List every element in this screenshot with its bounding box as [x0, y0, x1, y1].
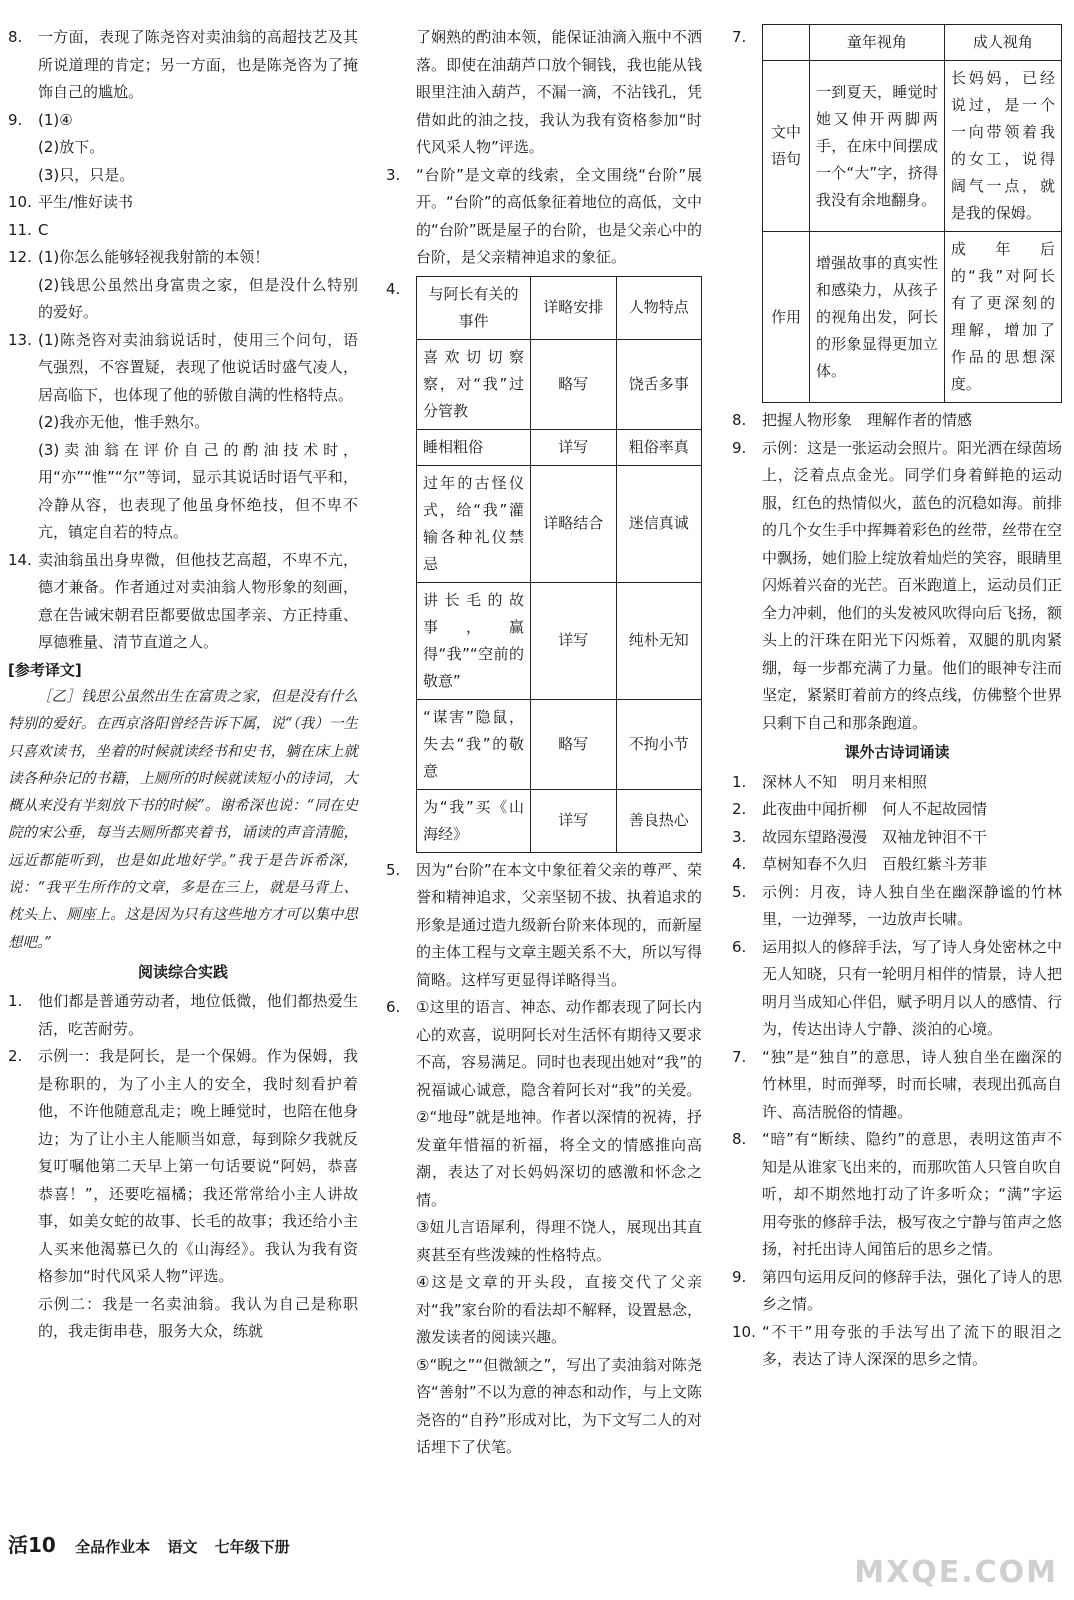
answer-line: ①这里的语言、神态、动作都表现了阿长内心的欢喜，说明阿长对生活怀有期待又要求不高，容易满足。同时也表现出她对“我”的祝福诚心诚意，隐含着阿长对“我”的关爱。 — [416, 998, 702, 1099]
answer-line: (3)卖油翁在评价自己的酌油技术时，用“亦”“惟”“尔”等词，显示其说话时语气平和，冷静从容，也表现了他虽身怀绝技，但不卑不亢，镇定自若的特点。 — [38, 440, 358, 541]
table-row — [417, 789, 702, 852]
answer-9: 9. (1)④ (2)放下。 (3)只，只是。 — [8, 107, 358, 190]
table-header-row — [763, 25, 1062, 61]
answer-line: (2)我亦无他，惟手熟尔。 — [38, 413, 210, 431]
table-cell: 长妈妈，已经说过，是一个一向带领着我的女工，说得阔气一点，就是我的保姆。 — [944, 61, 1061, 232]
page-badge: 活10 — [8, 1533, 56, 1557]
answer-5: 5. 因为“台阶”在本文中象征着父亲的尊严、荣誉和精神追求，父亲坚韧不拔、执着追求的形象是通过造九级新台阶来体现的，而新屋的主体工程与文章主题关系不大，所以写得简略。这样写更显得详略得当。 — [386, 857, 702, 995]
poetry-answer-7: 7. “独”是“独自”的意思，诗人独自坐在幽深的竹林里，时而弹琴，时而长啸，表现出孤高自许、高洁脱俗的情趣。 — [732, 1044, 1062, 1127]
table-header: 与阿长有关的事件 — [417, 276, 531, 339]
table-cell: “谋害”隐鼠，失去“我”的敬意 — [417, 699, 531, 789]
table-cell: 讲长毛的故事，赢得“我”“空前的敬意” — [417, 582, 531, 699]
answer-13: 13. (1)陈尧咨对卖油翁说话时，使用三个问句，语气强烈，不容置疑，表现了他说话时盛气凌人，居高临下，也体现了他的骄傲自满的性格特点。 (2)我亦无他，惟手熟尔。 (3)卖油翁在评价自己的酌油技术时，用“亦”“惟”“尔”等词，显示其说话时语气平和，冷静从容，也表现了他虽身怀绝技，但不卑不亢，镇定自若的特点。 — [8, 327, 358, 547]
answer-text: “台阶”是文章的线索，全文围绕“台阶”展开。“台阶”的高低象征着地位的高低，文中的“台阶”既是屋子的台阶，也是父亲心中的台阶，是父亲精神追求的象征。 — [416, 165, 702, 266]
table-row — [417, 429, 702, 465]
reading-answer-1: 1. 他们都是普通劳动者，地位低微，他们都热爱生活，吃苦耐劳。 — [8, 988, 358, 1043]
answer-4: 4. 与阿长有关的事件 详略安排 人物特点 喜欢切切察察，对“我”过分管教 略写 饶舌多事 睡相粗俗 详写 粗俗率真 过年的古怪仪式，给“我”灌输各种礼仪禁忌 详略结合 迷信真诚 讲长毛的故事，赢得“我”“空前的敬意” 详写 纯朴无知 “谋害”隐鼠，失去“我”的敬意 略写 不拘小节 为“我”买《山海经》 详写 善良热心 — [386, 276, 702, 853]
column-right — [732, 24, 1062, 1374]
table-row — [417, 582, 702, 699]
table-cell: 迷信真诚 — [616, 465, 702, 582]
events-table — [416, 276, 702, 853]
poetry-answer-2: 2. 此夜曲中闻折柳 何人不起故园情 — [732, 796, 1062, 824]
table-header: 人物特点 — [616, 276, 702, 339]
table-cell: 喜欢切切察察，对“我”过分管教 — [417, 339, 531, 429]
answer-line: ④这是文章的开头段，直接交代了父亲对“我”家台阶的看法却不解释，设置悬念，激发读者的阅读兴趣。 — [416, 1273, 702, 1346]
answer-text: “独”是“独自”的意思，诗人独自坐在幽深的竹林里，时而弹琴，时而长啸，表现出孤高自许、高洁脱俗的情趣。 — [762, 1047, 1063, 1121]
page-footer — [8, 1532, 428, 1562]
continued-text: 了娴熟的酌油本领，能保证油滴入瓶中不洒落。即使在油葫芦口放个铜钱，我也能从钱眼里注油入葫芦，不漏一滴，不沾钱孔，凭借如此的油之技，我认为我有资格参加“时代风采人物”评选。 — [416, 28, 702, 156]
table-header: 详略安排 — [531, 276, 617, 339]
answer-7: 7. 童年视角 成人视角 文中语句 一到夏天，睡觉时她又伸开两脚两手，在床中间摆成一个“大”字，挤得我没有余地翻身。 长妈妈，已经说过，是一个一向带领着我的女工，说得阔气一点，就是我的保姆。 作用 增强故事的真实性和感染力，从孩子的视角出发，阿长的形象显得更加立体。 成年后的“我”对阿长有了更深刻的理解，增加了作品的思想深度。 — [732, 24, 1062, 403]
answer-text: C — [38, 220, 49, 239]
table-cell: 为“我”买《山海经》 — [417, 789, 531, 852]
answer-line: ⑤“睨之”“但微颔之”，写出了卖油翁对陈尧咨“善射”不以为意的神态和动作，与上文陈尧咨的“自矜”形成对比，为下文写二人的对话埋下了伏笔。 — [416, 1355, 702, 1456]
answer-text: 一方面，表现了陈尧咨对卖油翁的高超技艺及其所说道理的肯定；另一方面，也是陈尧咨为了掩饰自己的尴尬。 — [38, 28, 358, 101]
answer-text: 此夜曲中闻折柳 何人不起故园情 — [762, 800, 988, 818]
poetry-answer-6: 6. 运用拟人的修辞手法，写了诗人身处密林之中无人知晓，只有一轮明月相伴的情景，诗人把明月当成知心伴侣，赋予明月以人的感情、行为，传达出诗人宁静、淡泊的心境。 — [732, 934, 1062, 1044]
series-name: 全品作业本 — [75, 1538, 151, 1556]
answer-text: 平生/惟好读书 — [38, 193, 134, 211]
table-cell: 不拘小节 — [616, 699, 702, 789]
table-cell: 增强故事的真实性和感染力，从孩子的视角出发，阿长的形象显得更加立体。 — [810, 232, 945, 403]
reference-translation-title: [参考译文] — [8, 660, 82, 679]
answer-8: 8. 把握人物形象 理解作者的情感 — [732, 407, 1062, 435]
answer-line: ②“地母”就是地神。作者以深情的祝祷，抒发童年惜福的祈福，将全文的情感推向高潮，表达了对长妈妈深切的感激和怀念之情。 — [416, 1108, 702, 1209]
table-cell: 略写 — [531, 699, 617, 789]
table-row — [763, 61, 1062, 232]
answer-text: 示例：月夜，诗人独自坐在幽深静谧的竹林里，一边弹琴，一边放声长啸。 — [762, 882, 1062, 928]
table-header: 成人视角 — [944, 25, 1061, 61]
answer-text: 卖油翁虽出身卑微，但他技艺高超，不卑不亢，德才兼备。作者通过对卖油翁人物形象的刻画，意在告诫宋朝君臣都要做忠国孝亲、方正持重、厚德雅量、清节直道之人。 — [38, 550, 358, 651]
table-row — [417, 699, 702, 789]
answer-line: ③妞儿言语犀利，得理不饶人，展现出其直爽甚至有些泼辣的性格特点。 — [416, 1218, 702, 1264]
answer-text: “不干”用夸张的手法写出了流下的眼泪之多，表达了诗人深深的思乡之情。 — [762, 1322, 1062, 1368]
row-header: 文中语句 — [763, 61, 810, 232]
row-header: 作用 — [763, 232, 810, 403]
translation-text: ［乙］钱思公虽然出生在富贵之家，但是没有什么特别的爱好。在西京洛阳曾经告诉下属，说“（我）一生只喜欢读书，坐着的时候就读经书和史书，躺在床上就读各种杂记的书籍，上厕所的时候就读短小的诗词，大概从来没有半刻放下书的时候”。谢希深也说：“同在史院的宋公垂，每当去厕所都夹着书，诵读的声音清脆，远近都能听到，也是如此地好学。”我于是告诉希深，说：“我平生所作的文章，多是在三上，就是马背上、枕头上、厕座上。这是因为只有这些地方才可以集中思想吧。” — [8, 689, 358, 951]
section-title-poetry: 课外古诗词诵读 — [844, 743, 950, 761]
poetry-answer-3: 3. 故园东望路漫漫 双袖龙钟泪不干 — [732, 824, 1062, 852]
answer-line: (1)陈尧咨对卖油翁说话时，使用三个问句，语气强烈，不容置疑，表现了他说话时盛气凌人，居高临下，也体现了他的骄傲自满的性格特点。 — [38, 330, 358, 404]
answer-line: (2)放下。 — [38, 138, 105, 156]
answer-text: 示例一：我是阿长，是一个保姆。作为保姆，我是称职的，为了小主人的安全，我时刻看护着他，不许他随意乱走；晚上睡觉时，也陪在他身边；为了让小主人能顺当如意，每到除夕我就反复叮嘱他第二天早上第一句话要说“阿妈，恭喜恭喜！”，还要吃福橘；我还常常给小主人讲故事，如美女蛇的故事、长毛的故事；我还给小主人买来他渴慕已久的《山海经》。我认为我有资格参加“时代风采人物”评选。 — [38, 1047, 358, 1286]
table-cell: 善良热心 — [616, 789, 702, 852]
answer-text: 示例：这是一张运动会照片。阳光洒在绿茵场上，泛着点点金光。同学们身着鲜艳的运动服，红色的热情似火，蓝色的沉稳如海。前排的几个女生手中挥舞着彩色的丝带，丝带在空中飘扬，她们脸上绽放着灿烂的笑容，眼睛里闪烁着兴奋的光芒。百米跑道上，运动员们正全力冲刺，他们的头发被风吹得向后飞扬，额头上的汗珠在阳光下闪烁着，双腿的肌肉紧绷，每一步都充满了力量。他们的眼神专注而坚定，紧紧盯着前方的终点线，仿佛整个世界只剩下自己和那条跑道。 — [762, 438, 1063, 732]
column-left — [8, 24, 358, 1346]
answer-text: 深林人不知 明月来相照 — [762, 772, 928, 791]
answer-text: 因为“台阶”在本文中象征着父亲的尊严、荣誉和精神追求，父亲坚韧不拔、执着追求的形象是通过造九级新台阶来体现的，而新屋的主体工程与文章主题关系不大，所以写得简略。这样写更显得详略得当。 — [416, 860, 702, 989]
section-title-reading-practice: 阅读综合实践 — [137, 962, 228, 981]
answer-10: 10. 平生/惟好读书 — [8, 189, 358, 217]
poetry-answer-5: 5. 示例：月夜，诗人独自坐在幽深静谧的竹林里，一边弹琴，一边放声长啸。 — [732, 879, 1062, 934]
answer-3: 3. “台阶”是文章的线索，全文围绕“台阶”展开。“台阶”的高低象征着地位的高低，文中的“台阶”既是屋子的台阶，也是父亲心中的台阶，是父亲精神追求的象征。 — [386, 162, 702, 272]
reading-answer-2: 2. 示例一：我是阿长，是一个保姆。作为保姆，我是称职的，为了小主人的安全，我时刻看护着他，不许他随意乱走；晚上睡觉时，也陪在他身边；为了让小主人能顺当如意，每到除夕我就反复叮嘱他第二天早上第一句话要说“阿妈，恭喜恭喜！”，还要吃福橘；我还常常给小主人讲故事，如美女蛇的故事、长毛的故事；我还给小主人买来他渴慕已久的《山海经》。我认为我有资格参加“时代风采人物”评选。 示例二：我是一名卖油翁。我认为自己是称职的，我走街串巷，服务大众，练就 — [8, 1043, 358, 1346]
table-row — [763, 232, 1062, 403]
answer-text: “暗”有“断续、隐约”的意思，表明这笛声不知是从谁家飞出来的，而那吹笛人只管自吹自听，却不期然地打动了许多听众；“满”字运用夸张的修辞手法，极写夜之宁静与笛声之悠扬，衬托出诗人闻笛后的思乡之情。 — [762, 1130, 1063, 1258]
answer-line: (1)你怎么能够轻视我射箭的本领！ — [38, 248, 270, 266]
table-cell: 一到夏天，睡觉时她又伸开两脚两手，在床中间摆成一个“大”字，挤得我没有余地翻身。 — [810, 61, 945, 232]
answer-11: 11. C — [8, 217, 358, 245]
table-cell: 纯朴无知 — [616, 582, 702, 699]
answer-text: 把握人物形象 理解作者的情感 — [762, 411, 973, 429]
table-cell: 粗俗率真 — [616, 429, 702, 465]
table-cell: 过年的古怪仪式，给“我”灌输各种礼仪禁忌 — [417, 465, 531, 582]
perspective-table — [762, 24, 1062, 403]
table-row — [417, 465, 702, 582]
answer-text: 第四句运用反问的修辞手法，强化了诗人的思乡之情。 — [762, 1267, 1063, 1313]
table-cell: 饶舌多事 — [616, 339, 702, 429]
table-cell: 睡相粗俗 — [417, 429, 531, 465]
answer-text: 故园东望路漫漫 双袖龙钟泪不干 — [762, 827, 988, 846]
subject-name: 语文 — [167, 1538, 198, 1556]
grade-name: 七年级下册 — [214, 1538, 290, 1556]
answer-line: (2)钱思公虽然出身富贵之家，但是没什么特别的爱好。 — [38, 275, 358, 321]
answer-text: 他们都是普通劳动者，地位低微，他们都热爱生活，吃苦耐劳。 — [38, 992, 358, 1038]
column-middle — [386, 24, 702, 1462]
table-header-row — [417, 276, 702, 339]
watermark: MXQE.COM — [854, 1554, 1058, 1590]
answer-text: 示例二：我是一名卖油翁。我认为自己是称职的，我走街串巷，服务大众，练就 — [38, 1294, 358, 1341]
table-cell: 略写 — [531, 339, 617, 429]
poetry-answer-1: 1. 深林人不知 明月来相照 — [732, 769, 1062, 797]
answer-text: 运用拟人的修辞手法，写了诗人身处密林之中无人知晓，只有一轮明月相伴的情景，诗人把明月当成知心伴侣，赋予明月以人的感情、行为，传达出诗人宁静、淡泊的心境。 — [762, 937, 1063, 1038]
answer-14: 14. 卖油翁虽出身卑微，但他技艺高超，不卑不亢，德才兼备。作者通过对卖油翁人物形象的刻画，意在告诫宋朝君臣都要做忠国孝亲、方正持重、厚德雅量、清节直道之人。 — [8, 547, 358, 657]
table-row — [417, 339, 702, 429]
answer-9: 9. 示例：这是一张运动会照片。阳光洒在绿茵场上，泛着点点金光。同学们身着鲜艳的运动服，红色的热情似火，蓝色的沉稳如海。前排的几个女生手中挥舞着彩色的丝带，丝带在空中飘扬，她们脸上绽放着灿烂的笑容，眼睛里闪烁着兴奋的光芒。百米跑道上，运动员们正全力冲刺，他们的头发被风吹得向后飞扬，额头上的汗珠在阳光下闪烁着，双腿的肌肉紧绷，每一步都充满了力量。他们的眼神专注而坚定，紧紧盯着前方的终点线，仿佛整个世界只剩下自己和那条跑道。 — [732, 435, 1062, 738]
answer-6: 6. ①这里的语言、神态、动作都表现了阿长内心的欢喜，说明阿长对生活怀有期待又要求不高，容易满足。同时也表现出她对“我”的祝福诚心诚意，隐含着阿长对“我”的关爱。 ②“地母”就是地神。作者以深情的祝祷，抒发童年惜福的祈福，将全文的情感推向高潮，表达了对长妈妈深切的感激和怀念之情。 ③妞儿言语犀利，得理不饶人，展现出其直爽甚至有些泼辣的性格特点。 ④这是文章的开头段，直接交代了父亲对“我”家台阶的看法却不解释，设置悬念，激发读者的阅读兴趣。 ⑤“睨之”“但微颔之”，写出了卖油翁对陈尧咨“善射”不以为意的神态和动作，与上文陈尧咨的“自矜”形成对比，为下文写二人的对话埋下了伏笔。 — [386, 994, 702, 1462]
table-cell: 详写 — [531, 429, 617, 465]
table-cell: 成年后的“我”对阿长有了更深刻的理解，增加了作品的思想深度。 — [944, 232, 1061, 403]
table-header: 童年视角 — [810, 25, 945, 61]
poetry-answer-9: 9. 第四句运用反问的修辞手法，强化了诗人的思乡之情。 — [732, 1264, 1062, 1319]
poetry-answer-8: 8. “暗”有“断续、隐约”的意思，表明这笛声不知是从谁家飞出来的，而那吹笛人只管自吹自听，却不期然地打动了许多听众；“满”字运用夸张的修辞手法，极写夜之宁静与笛声之悠扬，衬托出诗人闻笛后的思乡之情。 — [732, 1126, 1062, 1264]
answer-12: 12. (1)你怎么能够轻视我射箭的本领！ (2)钱思公虽然出身富贵之家，但是没什么特别的爱好。 — [8, 244, 358, 327]
table-cell: 详略结合 — [531, 465, 617, 582]
poetry-answer-4: 4. 草树知春不久归 百般红紫斗芳菲 — [732, 851, 1062, 879]
answer-line: (1)④ — [38, 110, 73, 129]
reference-translation — [8, 684, 358, 957]
answer-8: 8. 一方面，表现了陈尧咨对卖油翁的高超技艺及其所说道理的肯定；另一方面，也是陈尧咨为了掩饰自己的尴尬。 — [8, 24, 358, 107]
table-cell: 详写 — [531, 789, 617, 852]
table-header — [763, 25, 810, 61]
answer-line: (3)只，只是。 — [38, 165, 135, 184]
answer-text: 草树知春不久归 百般红紫斗芳菲 — [762, 855, 988, 873]
table-cell: 详写 — [531, 582, 617, 699]
poetry-answer-10: 10. “不干”用夸张的手法写出了流下的眼泪之多，表达了诗人深深的思乡之情。 — [732, 1319, 1062, 1374]
